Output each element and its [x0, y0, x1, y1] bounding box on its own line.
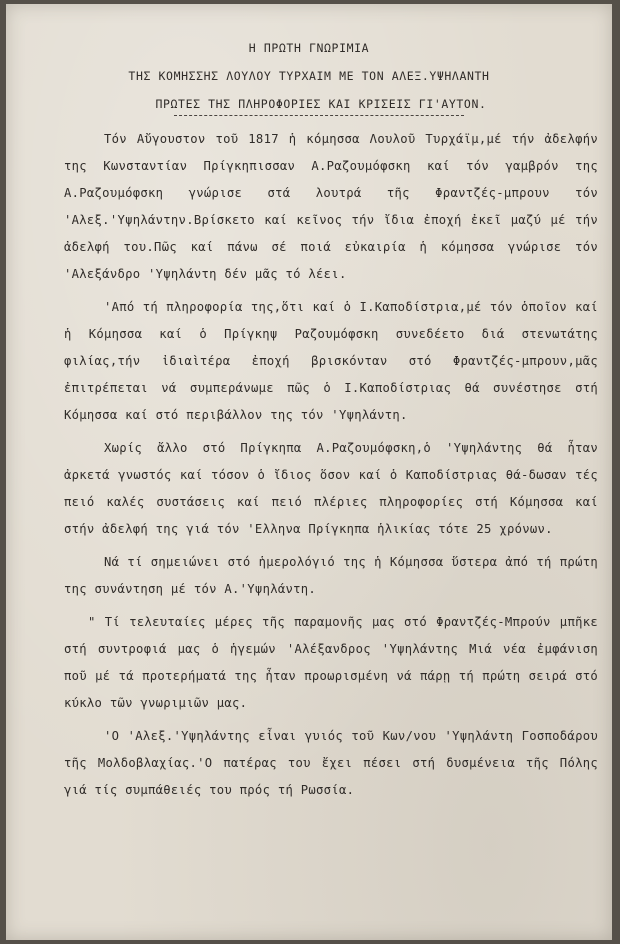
document-page [6, 4, 612, 940]
document-subheading: ΠΡΩΤΕΣ ΤΗΣ ΠΛΗΡΟΦΟΡΙΕΣ ΚΑΙ ΚΡΙΣΕΙΣ ΓΙ'ΑΥΤΟΝ. [155, 97, 487, 111]
document-subtitle: ΤΗΣ ΚΟΜΗΣΣΗΣ ΛΟΥΛΟΥ ΤΥΡΧΑΙΜ ΜΕ ΤΟΝ ΑΛΕΞ.ΥΨΗΛΑΝΤΗ [128, 69, 490, 83]
paragraph-kapodistrias: 'Από τή πληροφορία της,ὅτι καί ὁ Ι.Καποδίστρια,μέ τόν ὁποῖον καί ἡ Κόμησσα καί ὁ Πρίγκηψ Ραζουμόφσκη συνεδέετο διά στενωτάτης φιλίας,τήν ἰδιαὶτέρα ἐποχή βρισκόνταν στό Φραντζές-μπρουν,μᾶς ἐπιτρέπεται νά συμπεράνωμε πῶς ὁ Ι.Καποδίστριας θά συνέστησε στή Κόμησσα καί στό περιβάλλον της τόν 'Υψηλάντη. [64, 300, 598, 422]
paragraph-diary-intro: Νά τί σημειώνει στό ἡμερολόγιό της ἡ Κόμησσα ὕστερα ἀπό τή πρώτη της συνάντηση μέ τόν Α.'Υψηλάντη. [64, 555, 598, 596]
dashed-underline [174, 115, 464, 116]
typed-text [6, 4, 612, 804]
paragraph-first-meeting: Τόν Αὔγουστον τοῦ 1817 ἡ κόμησσα Λουλοῦ Τυρχάϊμ,μέ τήν ἀδελφήν της Κωνσταντίαν Πρίγκηπισσαν Α.Ραζουμόφσκη καί τόν γαμβρόν της Α.Ραζουμόφσκη γνώρισε στά λουτρά τῆς Φραντζές-μπρουν τόν 'Αλεξ.'Υψηλάντην.Βρίσκετο καί κεῖνος τήν ἴδια ἐποχή ἐκεῖ μαζύ μέ τήν ἀδελφή του.Πῶς καί πάνω σέ ποιά εὐκαιρία ἡ κόμησσα γνώρισε τόν 'Αλεξάνδρο 'Υψηλάντη δέν μᾶς τό λέει. [64, 132, 598, 281]
paragraph-ypsilantis-father: 'Ο 'Αλεξ.'Υψηλάντης εἶναι γυιός τοῦ Κων/νου 'Υψηλάντη Γοσποδάρου τῆς Μολδοβλαχίας.'Ο πατέρας του ἔχει πέσει στή δυσμένεια τῆς Πόλης γιά τίς συμπάθειές του πρός τή Ρωσσία. [64, 729, 598, 797]
document-body [6, 126, 612, 804]
paragraph-diary-quote: " Τί τελευταίες μέρες τῆς παραμονῆς μας στό Φραντζές-Μπρούν μπῆκε στή συντροφιά μας ὁ ἡγεμών 'Αλέξανδρος 'Υψηλάντης Μιά νέα ἐμφάνιση ποῦ μέ τά προτερήματά της ἦταν προωρισμένη νά πάρῃ τή πρώτη σειρά στό κύκλο τῶν γνωριμιῶν μας. [64, 615, 598, 710]
paragraph-razumovsky: Χωρίς ἄλλο στό Πρίγκηπα Α.Ραζουμόφσκη,ὁ 'Υψηλάντης θά ἦταν ἀρκετά γνωστός καί τόσον ὁ ἴδιος ὅσον καί ὁ Καποδίστριας θά-δωσαν τές πειό καλές συστάσεις καί πειό πλέριες πληροφορίες στή Κόμησσα καί στήν ἀδελφή της γιά τόν 'Ελληνα Πρίγκηπα ἡλικίας τότε 25 χρόνων. [64, 441, 598, 536]
document-title: Η ΠΡΩΤΗ ΓΝΩΡΙΜΙΑ [248, 41, 370, 55]
